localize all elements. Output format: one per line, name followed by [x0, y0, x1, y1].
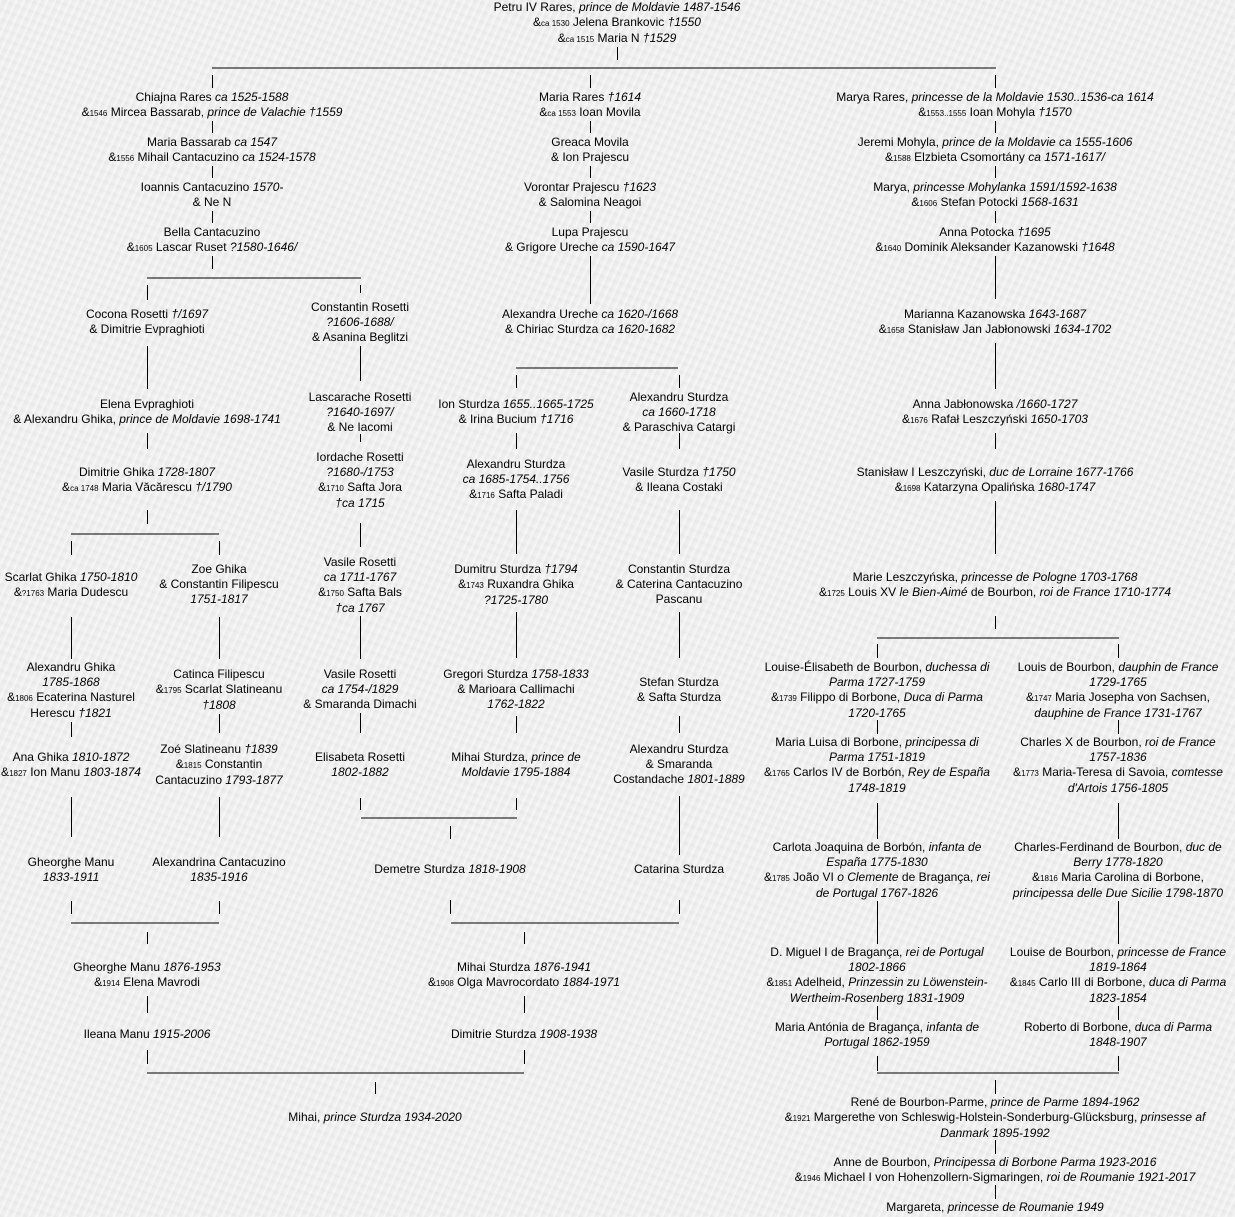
person-anna-potocka [875, 225, 1114, 256]
person-line: Anna Jabłonowska /1660-1727 [912, 397, 1078, 411]
person-line: Alexandru Sturdza [629, 742, 729, 756]
person-line: &1806 Ecaterina Nasturel [7, 690, 135, 704]
person-line: & Constantin Filipescu [159, 577, 279, 591]
person-line: 1802-1882 [331, 765, 389, 779]
person-zoe-slatineanu [155, 742, 282, 788]
person-line: Dimitrie Sturdza 1908-1938 [450, 1027, 598, 1041]
person-dimitrie-sturdza [451, 1027, 597, 1042]
person-line: & Grigore Ureche ca 1590-1647 [504, 240, 676, 254]
person-line: D. Miguel I de Bragança, rei de Portugal [770, 945, 984, 959]
person-line: &1676 Rafał Leszczyński 1650-1703 [902, 412, 1088, 426]
person-line: &ca 1553 Ioan Movila [539, 105, 641, 119]
person-maria-antonia [775, 1020, 979, 1050]
person-line: 1762-1822 [487, 697, 545, 711]
person-line: 1720-1765 [848, 706, 906, 720]
person-line: 1802-1866 [848, 960, 906, 974]
person-line: &1556 Mihail Cantacuzino ca 1524-1578 [108, 150, 316, 164]
person-line: &1739 Filippo di Borbone, Duca di Parma [771, 690, 983, 704]
person-line: Dimitrie Ghika 1728-1807 [78, 465, 216, 479]
person-vasile-sturdza [622, 465, 735, 495]
person-charles-ferdinand [1013, 840, 1223, 901]
person-line: 1729-1765 [1089, 675, 1147, 689]
person-line: Maria Rares †1614 [538, 90, 642, 104]
person-line: René de Bourbon-Parme, prince de Parme 1894-1962 [850, 1095, 1140, 1109]
person-line: Maria Bassarab ca 1547 [146, 135, 278, 149]
person-iordache-rosetti [316, 450, 403, 511]
person-anna-jablonowska [902, 397, 1088, 428]
person-alexandra-ureche [502, 307, 678, 337]
person-alexandru-sturdza-2 [463, 457, 570, 503]
person-line: Constantin Rosetti [310, 300, 410, 314]
person-marianna-kazanowska [879, 307, 1112, 338]
person-charles-x [1013, 735, 1223, 796]
person-line: Moldavie 1795-1884 [461, 765, 571, 779]
person-line: dauphine de France 1731-1767 [1034, 706, 1202, 720]
person-line: &1698 Katarzyna Opalińska 1680-1747 [894, 480, 1096, 494]
person-petru-rares [494, 0, 741, 47]
person-catinca-filipescu [156, 667, 283, 713]
person-alexandru-ghika [7, 660, 135, 721]
person-line: &1815 Constantin [175, 757, 263, 771]
person-gheorghe-manu-1 [28, 855, 115, 885]
person-line: Lascarache Rosetti [308, 390, 412, 404]
person-line: Mihai Sturdza, prince de [451, 750, 581, 764]
person-line: & Alexandru Ghika, prince de Moldavie 1698-1741 [13, 412, 281, 426]
person-line: Maria Luisa di Borbone, principessa di [775, 735, 979, 749]
person-constantin-sturdza [616, 562, 743, 607]
person-line: & Salomina Neagoi [538, 195, 642, 209]
person-line: & Ne N [192, 195, 232, 209]
person-line: 1748-1819 [848, 781, 906, 795]
person-line: Costandache 1801-1889 [613, 772, 745, 786]
person-line: &1546 Mircea Bassarab, prince de Valachie †1559 [81, 105, 343, 119]
person-line: Demetre Sturdza 1818-1908 [374, 862, 526, 876]
person-line: &1827 Ion Manu 1803-1874 [1, 765, 141, 779]
person-line: †1808 [202, 698, 236, 712]
person-line: &1588 Elzbieta Csomortány ca 1571-1617/ [885, 150, 1105, 164]
person-stanislaw-leszczynski [857, 465, 1134, 496]
person-catarina-sturdza [634, 862, 724, 877]
person-line: &1716 Safta Paladi [469, 487, 563, 501]
person-line: 1757-1836 [1089, 750, 1147, 764]
person-line: &1606 Stefan Potocki 1568-1631 [911, 195, 1079, 209]
person-line: ?1640-1697/ [326, 405, 394, 419]
person-line: &1946 Michael I von Hohenzollern-Sigmaringen, roi de Roumanie 1921-2017 [794, 1170, 1196, 1184]
person-louise-elisabeth [765, 660, 990, 721]
person-marie-leszczynska [819, 570, 1171, 601]
person-lascarache-rosetti [309, 390, 412, 435]
person-line: Pascanu [655, 592, 703, 606]
person-line: & Ne Iacomi [327, 420, 393, 434]
person-line: Catinca Filipescu [173, 667, 265, 681]
person-cocona-rosetti [86, 307, 208, 337]
person-line: Iordache Rosetti [316, 450, 404, 464]
person-line: Alexandru Ghika [26, 660, 116, 674]
person-line: &ca 1530 Jelena Brankovic †1550 [533, 15, 701, 29]
person-alexandru-sturdza-1 [623, 390, 736, 435]
person-rene-bourbon-parme [785, 1095, 1206, 1141]
person-zoe-ghika [159, 562, 278, 607]
person-line: &1605 Lascar Ruset ?1580-1646/ [126, 240, 298, 254]
person-line: &1816 Maria Carolina di Borbone, [1032, 870, 1204, 884]
person-mihai-prince-sturdza [288, 1110, 461, 1125]
person-line: &1710 Safta Jora [318, 480, 402, 494]
person-line: & Irina Bucium †1716 [458, 412, 574, 426]
person-line: Ana Ghika 1810-1872 [12, 750, 130, 764]
person-line: &1747 Maria Josepha von Sachsen, [1026, 690, 1210, 704]
person-line: Louise de Bourbon, princesse de France [1009, 945, 1227, 959]
person-line: ca 1660-1718 [642, 405, 716, 419]
person-miguel-braganca [766, 945, 987, 1006]
person-carlota-joaquina [764, 840, 990, 901]
person-line: &1785 João VI o Clemente de Bragança, rei [764, 870, 990, 884]
person-line: Alexandru Sturdza [629, 390, 729, 404]
person-line: 1835-1916 [190, 870, 248, 884]
person-line: &1765 Carlos IV de Borbón, Rey de España [764, 765, 990, 779]
person-jeremi-mohyla [858, 135, 1133, 166]
person-line: Stefan Sturdza [639, 675, 719, 689]
person-line: Danmark 1895-1992 [940, 1126, 1050, 1140]
person-line: Ileana Manu 1915-2006 [83, 1027, 211, 1041]
person-line: & Caterina Cantacuzino [615, 577, 743, 591]
person-alexandru-sturdza-3 [613, 742, 744, 787]
person-line: &1773 Maria-Teresa di Savoia, comtesse [1013, 765, 1223, 779]
person-vasile-rosetti-2 [303, 667, 416, 712]
person-dimitrie-ghika [62, 465, 232, 496]
person-line: & Chiriac Sturdza ca 1620-1682 [504, 322, 676, 336]
person-line: &ca 1748 Maria Văcărescu †/1790 [62, 480, 232, 494]
person-maria-bassarab [108, 135, 315, 166]
person-line: Charles X de Bourbon, roi de France [1020, 735, 1216, 749]
person-line: Chiajna Rares ca 1525-1588 [135, 90, 289, 104]
person-line: & Safta Sturdza [636, 690, 722, 704]
person-line: & Ion Prajescu [550, 150, 630, 164]
person-line: de Portugal 1767-1826 [815, 886, 939, 900]
person-mihai-sturdza-1 [451, 750, 580, 780]
person-line: Greaca Movila [551, 135, 629, 149]
person-line: & Dimitrie Evpraghioti [89, 322, 205, 336]
person-ioannis-cantacuzino [141, 180, 284, 210]
person-line: &1750 Safta Bals [318, 585, 402, 599]
person-line: Gheorghe Manu 1876-1953 [73, 960, 221, 974]
person-line: Vasile Sturdza †1750 [622, 465, 736, 479]
person-marya-mohylanka [873, 180, 1117, 211]
person-gregori-sturdza [443, 667, 588, 712]
person-dumitru-sturdza [454, 562, 577, 608]
person-line: &1743 Ruxandra Ghika [458, 577, 574, 591]
person-line: Zoé Slatineanu †1839 [160, 742, 278, 756]
person-mihai-sturdza-2 [428, 960, 620, 991]
person-line: 1833-1911 [42, 870, 100, 884]
person-line: Anna Potocka †1695 [939, 225, 1051, 239]
person-line: &1725 Louis XV le Bien-Aimé de Bourbon, roi de France 1710-1774 [818, 585, 1172, 599]
person-line: Vasile Rosetti [323, 667, 397, 681]
person-line: Mihai Sturdza 1876-1941 [456, 960, 592, 974]
person-line: Ioannis Cantacuzino 1570- [140, 180, 284, 194]
person-line: Jeremi Mohyla, prince de la Moldavie ca 1555-1606 [857, 135, 1133, 149]
person-line: ca 1754-/1829 [321, 682, 399, 696]
person-line: Lupa Prajescu [551, 225, 629, 239]
person-line: &1851 Adelheid, Prinzessin zu Löwenstein- [766, 975, 988, 989]
person-line: †ca 1767 [335, 601, 385, 615]
person-alexandrina-cantacuzino [152, 855, 285, 885]
person-line: Marya, princesse Mohylanka 1591/1592-1638 [873, 180, 1117, 194]
person-line: Vorontar Prajescu †1623 [523, 180, 657, 194]
person-line: Bella Cantacuzino [163, 225, 261, 239]
person-line: Constantin Sturdza [627, 562, 731, 576]
person-line: & Smaranda Dimachi [303, 697, 417, 711]
person-chiajna-rares [82, 90, 343, 121]
person-line: Carlota Joaquina de Borbón, infanta de [772, 840, 982, 854]
person-line: Margareta, princesse de Roumanie 1949 [886, 1200, 1104, 1214]
person-line: Catarina Sturdza [633, 862, 725, 876]
person-line: Parma 1751-1819 [828, 750, 926, 764]
person-line: &?1763 Maria Dudescu [13, 585, 129, 599]
person-ileana-manu [84, 1027, 211, 1042]
person-stefan-sturdza [637, 675, 721, 705]
person-line: &1640 Dominik Aleksander Kazanowski †1648 [875, 240, 1115, 254]
person-demetre-sturdza [374, 862, 525, 877]
person-bella-cantacuzino [127, 225, 298, 256]
person-line: & Marioara Callimachi [457, 682, 575, 696]
person-line: d'Artois 1756-1805 [1067, 781, 1169, 795]
person-line: Charles-Ferdinand de Bourbon, duc de [1014, 840, 1222, 854]
person-line: &1921 Margerethe von Schleswig-Holstein-Sonderburg-Glücksburg, prinsesse af [784, 1110, 1206, 1124]
person-line: &ca 1515 Maria N †1529 [557, 31, 677, 45]
person-line: Zoe Ghika [191, 562, 247, 576]
person-line: &1795 Scarlat Slatineanu [155, 682, 283, 696]
person-line: Marya Rares, princesse de la Moldavie 1530..1536-ca 1614 [836, 90, 1154, 104]
person-vorontar-prajescu [524, 180, 656, 210]
person-elena-evpraghioti [13, 397, 281, 427]
person-margareta [886, 1200, 1103, 1215]
person-line: & Ileana Costaki [635, 480, 723, 494]
person-line: Vasile Rosetti [323, 555, 397, 569]
person-louis-dauphin [1018, 660, 1219, 721]
person-line: †ca 1715 [335, 496, 385, 510]
person-line: Alexandra Ureche ca 1620-/1668 [501, 307, 679, 321]
person-maria-luisa [764, 735, 990, 796]
person-line: Gregori Sturdza 1758-1833 [443, 667, 589, 681]
person-line: Cantacuzino 1793-1877 [155, 773, 283, 787]
person-line: Marie Leszczyńska, princesse de Pologne 1703-1768 [852, 570, 1138, 584]
person-line: Stanisław I Leszczyński, duc de Lorraine 1677-1766 [856, 465, 1134, 479]
person-line: Portugal 1862-1959 [824, 1035, 930, 1049]
person-line: Petru IV Rares, prince de Moldavie 1487-1546 [493, 0, 741, 14]
person-lupa-prajescu [505, 225, 675, 255]
person-line: Roberto di Borbone, duca di Parma [1023, 1020, 1213, 1034]
person-scarlat-ghika [5, 570, 138, 601]
person-ion-sturdza [438, 397, 593, 427]
person-line: ca 1711-1767 [323, 570, 397, 584]
person-line: & Asanina Beglitzi [311, 330, 409, 344]
person-marya-rares [836, 90, 1154, 121]
person-line: Scarlat Ghika 1750-1810 [4, 570, 138, 584]
person-vasile-rosetti-1 [318, 555, 402, 616]
person-line: ?1725-1780 [483, 593, 549, 607]
person-line: Elisabeta Rosetti [314, 750, 406, 764]
person-line: Cocona Rosetti †/1697 [85, 307, 209, 321]
person-line: & Paraschiva Catargi [622, 420, 736, 434]
person-line: Mihai, prince Sturdza 1934-2020 [288, 1110, 462, 1124]
person-line: & Smaranda [645, 757, 713, 771]
person-line: Alexandru Sturdza [466, 457, 566, 471]
person-line: Parma 1727-1759 [828, 675, 926, 689]
person-anne-bourbon [795, 1155, 1196, 1186]
person-line: 1751-1817 [190, 592, 248, 606]
person-roberto-borbone [1024, 1020, 1212, 1050]
person-ana-ghika [1, 750, 141, 781]
person-gheorghe-manu-2 [73, 960, 220, 991]
person-line: Dumitru Sturdza †1794 [454, 562, 578, 576]
person-line: Maria Antónia de Bragança, infanta de [774, 1020, 980, 1034]
person-line: Herescu †1821 [30, 706, 112, 720]
person-line: &1553..1555 Ioan Mohyla †1570 [918, 105, 1072, 119]
person-line: 1823-1854 [1089, 991, 1147, 1005]
person-line: ?1606-1688/ [326, 315, 394, 329]
person-line: Louise-Élisabeth de Bourbon, duchessa di [764, 660, 990, 674]
person-maria-rares [539, 90, 641, 121]
person-constantin-rosetti [311, 300, 409, 345]
person-line: Berry 1778-1820 [1073, 855, 1163, 869]
person-line: 1848-1907 [1089, 1035, 1147, 1049]
person-line: España 1775-1830 [826, 855, 928, 869]
person-line: Gheorghe Manu [27, 855, 115, 869]
person-line: Ion Sturdza 1655..1665-1725 [438, 397, 594, 411]
person-greaca-movila [551, 135, 629, 165]
person-line: Elena Evpraghioti [99, 397, 195, 411]
person-line: &1914 Elena Mavrodi [94, 975, 200, 989]
person-louise-bourbon [1010, 945, 1227, 1006]
person-line: Louis de Bourbon, dauphin de France [1017, 660, 1219, 674]
person-line: ?1680-/1753 [326, 465, 394, 479]
person-elisabeta-rosetti [315, 750, 405, 780]
person-line: Wertheim-Rosenberg 1831-1909 [789, 991, 965, 1005]
person-line: principessa delle Due Sicilie 1798-1870 [1012, 886, 1224, 900]
person-line: 1785-1868 [42, 675, 100, 689]
person-line: Anne de Bourbon, Principessa di Borbone Parma 1923-2016 [833, 1155, 1157, 1169]
person-line: &1908 Olga Mavrocordato 1884-1971 [428, 975, 620, 989]
person-line: 1819-1864 [1089, 960, 1147, 974]
person-line: &1658 Stanisław Jan Jabłonowski 1634-1702 [878, 322, 1112, 336]
person-line: Alexandrina Cantacuzino [152, 855, 286, 869]
person-line: ca 1685-1754..1756 [462, 472, 570, 486]
person-line: Marianna Kazanowska 1643-1687 [903, 307, 1087, 321]
person-line: &1845 Carlo III di Borbone, duca di Parma [1009, 975, 1227, 989]
